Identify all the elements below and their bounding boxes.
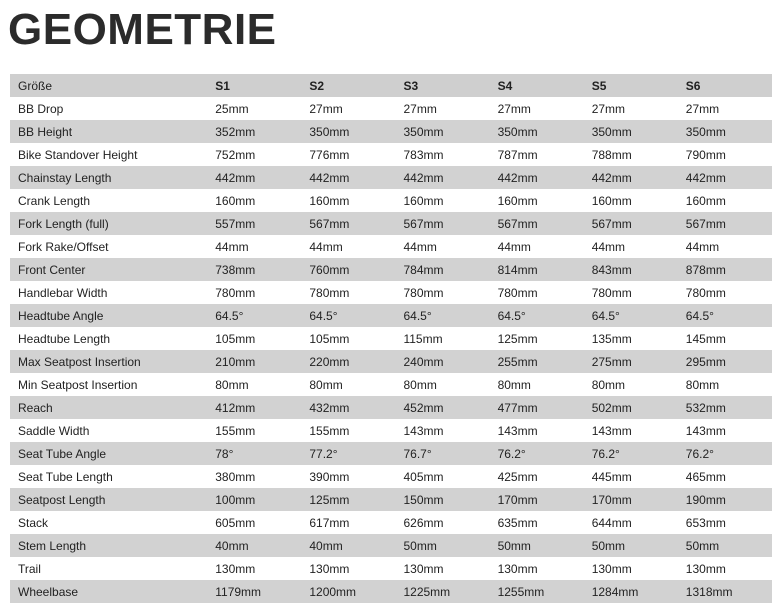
table-cell: 780mm (395, 281, 489, 304)
table-cell: 130mm (584, 557, 678, 580)
table-cell: 780mm (584, 281, 678, 304)
table-cell: 80mm (678, 373, 772, 396)
table-row (10, 557, 772, 580)
table-cell: 44mm (584, 235, 678, 258)
table-cell: 445mm (584, 465, 678, 488)
table-cell: 64.5° (490, 304, 584, 327)
table-cell: 780mm (490, 281, 584, 304)
table-cell: 170mm (490, 488, 584, 511)
table-cell: 80mm (395, 373, 489, 396)
table-cell: 115mm (395, 327, 489, 350)
table-cell: 567mm (584, 212, 678, 235)
table-cell: 442mm (207, 166, 301, 189)
table-row (10, 373, 772, 396)
table-cell: 143mm (584, 419, 678, 442)
table-cell: 275mm (584, 350, 678, 373)
table-cell: 390mm (301, 465, 395, 488)
table-cell: 350mm (301, 120, 395, 143)
row-label: Wheelbase (10, 580, 207, 603)
table-cell: 380mm (207, 465, 301, 488)
table-cell: 557mm (207, 212, 301, 235)
table-row (10, 120, 772, 143)
table-cell: 1200mm (301, 580, 395, 603)
table-cell: 442mm (584, 166, 678, 189)
table-cell: 442mm (678, 166, 772, 189)
table-cell: 80mm (490, 373, 584, 396)
table-row (10, 212, 772, 235)
table-cell: 105mm (207, 327, 301, 350)
table-cell: 44mm (490, 235, 584, 258)
table-cell: 76.7° (395, 442, 489, 465)
table-cell: 80mm (584, 373, 678, 396)
table-cell: 130mm (678, 557, 772, 580)
table-cell: 567mm (678, 212, 772, 235)
table-cell: 617mm (301, 511, 395, 534)
table-cell: 644mm (584, 511, 678, 534)
table-cell: 160mm (490, 189, 584, 212)
table-cell: 27mm (584, 97, 678, 120)
table-cell: 567mm (301, 212, 395, 235)
column-header-s3: S3 (395, 74, 489, 97)
table-row (10, 281, 772, 304)
table-cell: 788mm (584, 143, 678, 166)
table-cell: 442mm (395, 166, 489, 189)
table-cell: 780mm (207, 281, 301, 304)
table-cell: 143mm (678, 419, 772, 442)
table-cell: 653mm (678, 511, 772, 534)
row-label: Stack (10, 511, 207, 534)
row-label: Crank Length (10, 189, 207, 212)
table-cell: 160mm (207, 189, 301, 212)
table-cell: 814mm (490, 258, 584, 281)
table-cell: 432mm (301, 396, 395, 419)
table-cell: 64.5° (584, 304, 678, 327)
table-cell: 135mm (584, 327, 678, 350)
table-cell: 143mm (395, 419, 489, 442)
table-row (10, 580, 772, 603)
table-row (10, 534, 772, 557)
table-cell: 477mm (490, 396, 584, 419)
table-cell: 760mm (301, 258, 395, 281)
table-cell: 50mm (678, 534, 772, 557)
table-cell: 350mm (678, 120, 772, 143)
row-label: Min Seatpost Insertion (10, 373, 207, 396)
table-cell: 1284mm (584, 580, 678, 603)
page-title: GEOMETRIE (8, 5, 277, 54)
table-row (10, 419, 772, 442)
table-body (10, 97, 772, 603)
column-header-s1: S1 (207, 74, 301, 97)
table-cell: 27mm (678, 97, 772, 120)
table-cell: 80mm (207, 373, 301, 396)
table-cell: 130mm (207, 557, 301, 580)
table-cell: 220mm (301, 350, 395, 373)
table-cell: 532mm (678, 396, 772, 419)
table-cell: 255mm (490, 350, 584, 373)
table-row (10, 465, 772, 488)
table-header-row (10, 74, 772, 97)
table-cell: 295mm (678, 350, 772, 373)
table-cell: 76.2° (490, 442, 584, 465)
table-cell: 44mm (301, 235, 395, 258)
table-cell: 776mm (301, 143, 395, 166)
row-label: Handlebar Width (10, 281, 207, 304)
table-cell: 442mm (490, 166, 584, 189)
table-row (10, 350, 772, 373)
table-cell: 1255mm (490, 580, 584, 603)
table-cell: 78° (207, 442, 301, 465)
table-cell: 155mm (207, 419, 301, 442)
table-cell: 50mm (395, 534, 489, 557)
table-cell: 626mm (395, 511, 489, 534)
row-label: Stem Length (10, 534, 207, 557)
column-header-s6: S6 (678, 74, 772, 97)
table-cell: 790mm (678, 143, 772, 166)
table-row (10, 143, 772, 166)
table-cell: 76.2° (584, 442, 678, 465)
table-cell: 412mm (207, 396, 301, 419)
table-cell: 145mm (678, 327, 772, 350)
table-cell: 1318mm (678, 580, 772, 603)
table-row (10, 258, 772, 281)
table-cell: 125mm (301, 488, 395, 511)
table-row (10, 166, 772, 189)
column-header-s2: S2 (301, 74, 395, 97)
table-cell: 64.5° (207, 304, 301, 327)
row-label: BB Height (10, 120, 207, 143)
table-cell: 77.2° (301, 442, 395, 465)
table-cell: 44mm (678, 235, 772, 258)
table-cell: 405mm (395, 465, 489, 488)
column-header-s5: S5 (584, 74, 678, 97)
table-cell: 783mm (395, 143, 489, 166)
table-cell: 44mm (395, 235, 489, 258)
table-cell: 64.5° (301, 304, 395, 327)
table-cell: 352mm (207, 120, 301, 143)
table-row (10, 304, 772, 327)
row-label: Max Seatpost Insertion (10, 350, 207, 373)
table-cell: 843mm (584, 258, 678, 281)
table-cell: 452mm (395, 396, 489, 419)
table-cell: 27mm (395, 97, 489, 120)
table-cell: 100mm (207, 488, 301, 511)
table-cell: 80mm (301, 373, 395, 396)
table-cell: 465mm (678, 465, 772, 488)
table-cell: 130mm (490, 557, 584, 580)
table-cell: 143mm (490, 419, 584, 442)
row-label: Reach (10, 396, 207, 419)
table-cell: 170mm (584, 488, 678, 511)
row-label: Saddle Width (10, 419, 207, 442)
row-label: Bike Standover Height (10, 143, 207, 166)
table-cell: 25mm (207, 97, 301, 120)
row-label: Trail (10, 557, 207, 580)
table-cell: 130mm (395, 557, 489, 580)
table-cell: 40mm (301, 534, 395, 557)
table-row (10, 189, 772, 212)
table-cell: 50mm (584, 534, 678, 557)
table-cell: 567mm (395, 212, 489, 235)
table-cell: 160mm (584, 189, 678, 212)
table-cell: 240mm (395, 350, 489, 373)
table-cell: 787mm (490, 143, 584, 166)
table-cell: 878mm (678, 258, 772, 281)
table-row (10, 97, 772, 120)
table-cell: 210mm (207, 350, 301, 373)
table-cell: 160mm (301, 189, 395, 212)
table-row (10, 396, 772, 419)
table-cell: 350mm (395, 120, 489, 143)
table-cell: 50mm (490, 534, 584, 557)
table-cell: 64.5° (395, 304, 489, 327)
table-cell: 44mm (207, 235, 301, 258)
table-cell: 567mm (490, 212, 584, 235)
table-row (10, 511, 772, 534)
table-cell: 190mm (678, 488, 772, 511)
table-row (10, 442, 772, 465)
table-cell: 752mm (207, 143, 301, 166)
table-cell: 1179mm (207, 580, 301, 603)
table-cell: 502mm (584, 396, 678, 419)
table-cell: 125mm (490, 327, 584, 350)
table-cell: 635mm (490, 511, 584, 534)
column-header-s4: S4 (490, 74, 584, 97)
table-cell: 738mm (207, 258, 301, 281)
row-label: Fork Length (full) (10, 212, 207, 235)
table-cell: 64.5° (678, 304, 772, 327)
table-row (10, 488, 772, 511)
table-row (10, 235, 772, 258)
geometry-table (10, 74, 772, 603)
table-cell: 130mm (301, 557, 395, 580)
table-cell: 155mm (301, 419, 395, 442)
table-cell: 780mm (301, 281, 395, 304)
table-cell: 1225mm (395, 580, 489, 603)
table-cell: 40mm (207, 534, 301, 557)
table-cell: 160mm (678, 189, 772, 212)
table-cell: 76.2° (678, 442, 772, 465)
table-cell: 780mm (678, 281, 772, 304)
table-cell: 784mm (395, 258, 489, 281)
table-cell: 350mm (490, 120, 584, 143)
row-label: Fork Rake/Offset (10, 235, 207, 258)
table-cell: 27mm (490, 97, 584, 120)
row-label: Headtube Angle (10, 304, 207, 327)
row-label: Headtube Length (10, 327, 207, 350)
row-label: Front Center (10, 258, 207, 281)
column-header-size: Größe (10, 74, 207, 97)
row-label: Seat Tube Length (10, 465, 207, 488)
row-label: Seatpost Length (10, 488, 207, 511)
row-label: Seat Tube Angle (10, 442, 207, 465)
table-cell: 442mm (301, 166, 395, 189)
table-row (10, 327, 772, 350)
table-cell: 105mm (301, 327, 395, 350)
table-cell: 605mm (207, 511, 301, 534)
table-cell: 350mm (584, 120, 678, 143)
table-cell: 27mm (301, 97, 395, 120)
table-cell: 160mm (395, 189, 489, 212)
row-label: BB Drop (10, 97, 207, 120)
table-cell: 425mm (490, 465, 584, 488)
row-label: Chainstay Length (10, 166, 207, 189)
table-cell: 150mm (395, 488, 489, 511)
